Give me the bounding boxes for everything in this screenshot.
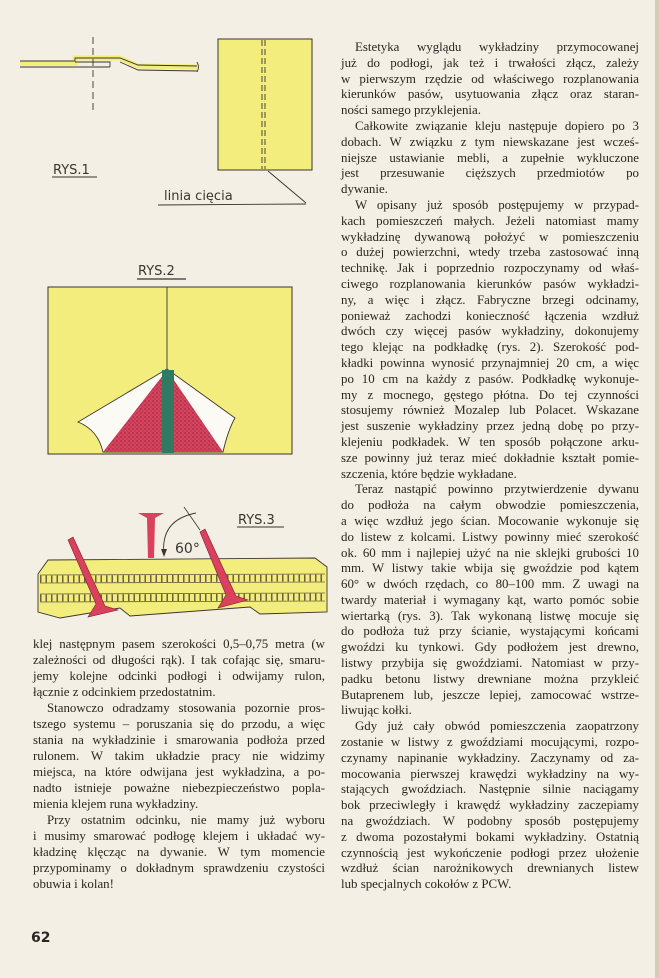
- text-line: do listew z kolcami. Listwy powinny mieć szerokość: [341, 529, 639, 544]
- figure-rys2: [48, 264, 292, 454]
- text-line: stających gwoździach. Następnie silnie naciągamy: [341, 782, 639, 797]
- text-line: listwy przybija się gwoździami. Natomiast w przy-: [341, 656, 639, 671]
- text-line: Teraz nastąpić powinno przytwierdzenie dywanu: [355, 482, 639, 497]
- paragraph: [33, 700, 325, 812]
- text-line: kierunków pasów, usytuowania złącz oraz staran-: [341, 87, 639, 102]
- text-line: tszego systemu – poruszania się do przodu, a więc: [33, 717, 325, 731]
- text-line: obuwia i kolan!: [33, 877, 114, 891]
- text-line: łącznie z odcinkiem przedostatnim.: [33, 685, 216, 699]
- text-line: jemy kolejne odcinki podłogi i odwijamy rulon,: [33, 669, 325, 683]
- text-line: mienia klejem runa wykładziny.: [33, 797, 199, 811]
- text-line: stania na wykładzinie i smarowania podłoża przed: [33, 733, 325, 747]
- angle-label: 60°: [175, 541, 200, 557]
- figure-rys3: [38, 507, 327, 618]
- vertical-nail: [138, 513, 164, 558]
- text-line: do podłoża na całym obwodzie pomieszczenia,: [341, 498, 639, 513]
- paragraph: [33, 812, 325, 892]
- text-line: nadto istnieje poważne niebezpieczeństwo popla-: [33, 781, 325, 795]
- paragraph: [341, 40, 639, 119]
- text-line: rulonem. W takim układzie pracy nie widzimy: [33, 749, 325, 763]
- right-text-column: [341, 40, 639, 893]
- carpet-sheet-diagram: [158, 39, 312, 205]
- rys2-label: RYS.2: [138, 264, 175, 279]
- text-line: stosujemy również Mozalep lub Polacet. Wskazane: [341, 403, 639, 418]
- text-line: czynnością jest wykończenie podłogi przez ułożenie: [341, 845, 639, 860]
- text-line: kach pomieszczeń małych. Jeżeli natomiast mamy: [341, 213, 639, 228]
- text-line: ności samego przyklejenia.: [341, 103, 481, 118]
- seam-cross-section: [20, 37, 199, 112]
- text-line: Butaprenem lub, jeszcze lepiej, zamocować wstrze-: [341, 687, 639, 702]
- text-line: po 10 cm na każdy z pasów. Podkładkę wykonuje-: [341, 371, 639, 386]
- text-line: do podłoża tuż przy ścianie, wystającymi końcami: [341, 624, 639, 639]
- illustrations: [0, 0, 330, 630]
- paragraph: [341, 119, 639, 198]
- text-line: a więc wzdłuż jego ścian. Mocowanie wykonuje się: [341, 513, 639, 528]
- text-line: ny, a więc i złącz. Fabryczne brzegi odcinamy,: [341, 292, 639, 307]
- text-line: dywanie.: [341, 182, 388, 197]
- text-line: jest przesuwanie cięższych przedmiotów po: [341, 166, 639, 181]
- text-line: 60° w dwóch rzędach, co 80–100 mm. Z uwagi na: [341, 577, 639, 592]
- text-line: zależności od długości rąk). I tak cofając się, smaru-: [33, 653, 325, 667]
- text-line: w pierwszym rzędzie od właściwego rozplanowania: [341, 71, 639, 86]
- text-line: czynamy napinanie wykładziny. Zaczynamy od za-: [341, 750, 639, 765]
- rys3-label: RYS.3: [238, 513, 275, 528]
- text-line: sze powinny już teraz mieć dokładnie kształt pomie-: [341, 450, 639, 465]
- text-line: Estetyka wyglądu wykładziny przymocowanej: [355, 40, 639, 54]
- text-line: padku betonu listwy drewniane można przykleić: [341, 671, 639, 686]
- text-line: klejeniu podkładek. W ten sposób połączone arku-: [341, 434, 639, 449]
- text-line: wiertarką (rys. 3). Tak wykonaną listwę mocuje się: [341, 608, 639, 623]
- text-line: szczenia, które będzie wykładane.: [341, 466, 517, 481]
- text-line: bok przeciwległy i krawędź wykładziny zaczepiamy: [341, 798, 639, 813]
- rys1-label: RYS.1: [53, 163, 90, 178]
- text-line: my z mocnego, gęstego płótna. Do tej czynności: [341, 387, 639, 402]
- paragraph: [341, 198, 639, 482]
- paragraph: [33, 636, 325, 700]
- text-line: lub specjalnych cokołów z PCW.: [341, 877, 512, 892]
- cut-line-label: linia cięcia: [164, 189, 233, 204]
- text-line: wzdłuż ścian narożnikowych drewnianych listew: [341, 861, 639, 876]
- text-line: kładzinę klęcząc na dywanie. W tym momencie: [33, 845, 325, 859]
- text-line: twardy materiał i wymagany kąt, warto pomóc sobie: [341, 592, 639, 607]
- text-line: Gdy już cały obwód pomieszczenia zaopatrzony: [355, 719, 639, 734]
- text-line: W opisany już sposób postępujemy w przypad-: [355, 197, 639, 212]
- text-line: już do podłogi, jak też i trwałości złącz, zależy: [341, 55, 639, 70]
- text-line: zostanie w listwy z gwoździami mocującymi, rozpo-: [341, 735, 639, 750]
- text-line: i musimy smarować podłogę klejem i układać wy-: [33, 829, 325, 843]
- text-line: o dużej powierzchni, wtedy trzeba zastosować inną: [341, 245, 639, 260]
- text-line: ok. 60 mm i najlepiej użyć na nie sklejki grubości 10: [341, 545, 639, 560]
- text-line: kładki powinna wynosić przynajmniej 20 cm, a więc: [341, 355, 639, 370]
- text-line: przypominamy o dokładnym sprawdzeniu czystości: [33, 861, 325, 875]
- left-text-column: [33, 636, 325, 892]
- text-line: dobach. W związku z tym niewskazane jest wcześ-: [341, 134, 639, 149]
- text-line: jest suszenie wykładziny przez jedną dobę po przy-: [341, 419, 639, 434]
- text-line: z dwoma pozostałymi bokami wykładziny. Ostatnią: [341, 829, 639, 844]
- text-line: technikę. Jak i poprzednio rozpoczynamy od właś-: [341, 261, 639, 276]
- text-line: Stanowczo odradzamy stosowania pozornie pros-: [47, 701, 325, 715]
- text-line: miejsca, na które odwijana jest wykładzina, a po-: [33, 765, 325, 779]
- text-line: niejsze ustawianie mebli, a zupełnie wykluczone: [341, 150, 639, 165]
- figure-rys1: [20, 37, 312, 205]
- paragraph: [341, 482, 639, 719]
- text-line: ponieważ zachodzi konieczność łączenia wzdłuż: [341, 308, 639, 323]
- text-line: liwując kołki.: [341, 703, 412, 718]
- text-line: ciwego rozplanowania kierunków pasów wykładzi-: [341, 276, 639, 291]
- text-line: na gwoździach. W podobny sposób postępujemy: [341, 814, 639, 829]
- text-line: tego klejąc na podkładkę (rys. 2). Szerokość pod-: [341, 340, 639, 355]
- text-line: wykładzinę dywanową położyć w pomieszczeniu: [341, 229, 639, 244]
- text-line: Całkowite związanie kleju następuje dopiero po 3: [355, 118, 639, 133]
- text-line: klej następnym pasem szerokości 0,5–0,75 metra (w: [33, 637, 325, 651]
- text-line: Przy ostatnim odcinku, nie mamy już wyboru: [47, 813, 325, 827]
- page-edge: [655, 0, 659, 978]
- paragraph: [341, 719, 639, 893]
- text-line: dwóch czy więcej pasów wykładziny, dokonujemy: [341, 324, 639, 339]
- text-line: mm. W listwy takie wbija się gwoździe pod kątem: [341, 561, 639, 576]
- page-number: 62: [31, 930, 51, 946]
- text-line: gwoździ ku tynkowi. Gdy podłożem jest drewno,: [341, 640, 639, 655]
- text-line: mocowania pierwszej krawędzi wykładziny na wy-: [341, 766, 639, 781]
